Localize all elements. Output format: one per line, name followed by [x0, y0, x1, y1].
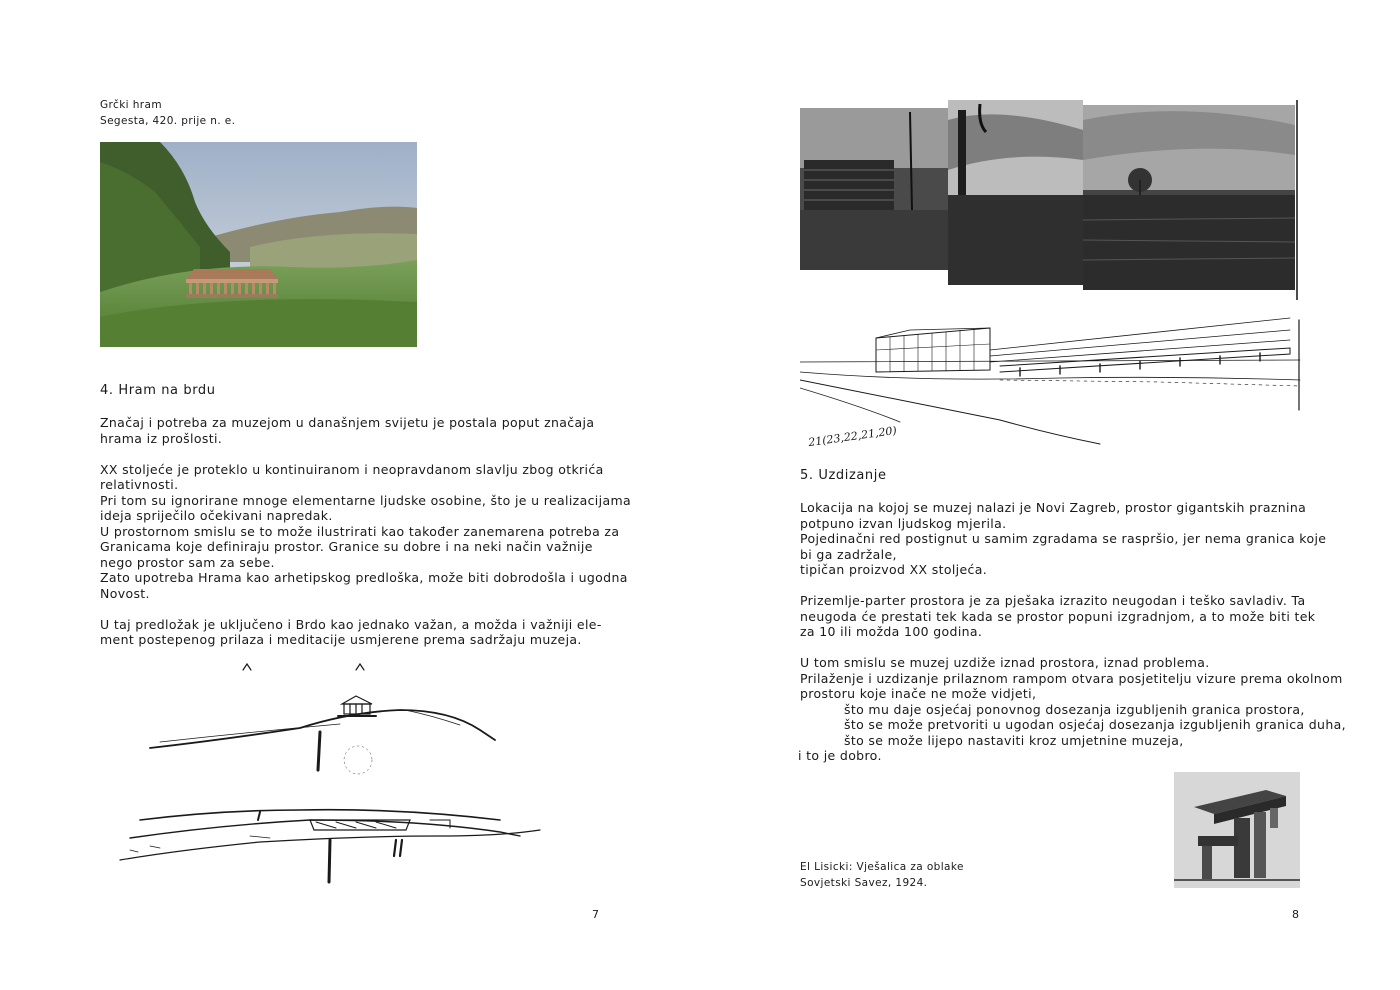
hill-temple-sketch — [100, 660, 580, 890]
cloud-iron-photo — [1174, 772, 1300, 888]
paragraph — [800, 500, 1327, 578]
right-page — [700, 0, 1400, 990]
text-line: U prostornom smislu se to može ilustrirati kao također zanemarena potreba za — [100, 523, 620, 539]
text-line: XX stoljeće je proteklo u kontinuiranom i neopravdanom slavlju zbog otkrića — [100, 461, 604, 477]
section-body — [100, 415, 632, 648]
lissitzky-photo-caption — [800, 859, 964, 891]
text-line: i to je dobro. — [798, 748, 882, 763]
paragraph — [100, 415, 595, 446]
temple-photo-caption — [100, 97, 235, 129]
text-line: što se može pretvoriti u ugodan osjećaj dosezanja izgubljenih granica duha, — [844, 717, 1346, 732]
caption-line: El Lisicki: Vješalica za oblake — [800, 861, 964, 873]
text-line: U taj predložak je uključeno i Brdo kao jednako važan, a možda i važniji ele- — [100, 616, 602, 632]
section-heading: 4. Hram na brdu — [100, 383, 216, 398]
caption-line: Segesta, 420. prije n. e. — [100, 115, 236, 127]
text-line: za 10 ili možda 100 godina. — [800, 624, 983, 639]
paragraph — [100, 616, 602, 648]
text-line: Zato upotreba Hrama kao arhetipskog predloška, može biti dobrodošla i ugodna — [100, 570, 628, 585]
caption-line: Sovjetski Savez, 1924. — [800, 877, 928, 889]
collage-panel — [948, 100, 1083, 285]
paragraph — [100, 461, 632, 602]
paragraph — [798, 655, 1346, 764]
text-line: potpuno izvan ljudskog mjerila. — [800, 515, 1007, 531]
text-line: Značaj i potreba za muzejom u današnjem svijetu je postala poput značaja — [100, 415, 595, 430]
text-line: Lokacija na kojoj se muzej nalazi je Novi Zagreb, prostor gigantskih praznina — [800, 500, 1307, 515]
page-number: 8 — [1292, 908, 1299, 921]
text-line: U tom smislu se muzej uzdiže iznad prostora, iznad problema. — [800, 655, 1210, 670]
text-line: što mu daje osjećaj ponovnog dosezanja izgubljenih granica prostora, — [844, 701, 1305, 717]
text-line: Pri tom su ignorirane mnoge elementarne ljudske osobine, što je u realizacijama — [100, 492, 632, 508]
segesta-temple-photo — [100, 142, 417, 347]
handwritten-annotation: 21(23,22,21,20) — [807, 423, 898, 450]
text-line: bi ga zadržale, — [800, 546, 897, 562]
text-line: ideja spriječilo očekivani napredak. — [100, 508, 333, 523]
text-line: Novost. — [100, 585, 150, 601]
collage-panel — [800, 108, 948, 270]
section-body — [798, 500, 1346, 764]
text-line: hrama iz prošlosti. — [100, 430, 223, 446]
text-line: relativnosti. — [100, 477, 179, 492]
text-line: Prizemlje-parter prostora je za pješaka izrazito neugodan i teško savladiv. Ta — [800, 593, 1306, 608]
text-line: nego prostor sam za sebe. — [100, 554, 275, 570]
sketch-temple-icon — [338, 696, 376, 716]
text-line: Prilaženje i uzdizanje prilaznom rampom otvara posjetitelju vizure prema okolnom — [800, 670, 1343, 686]
text-line: tipičan proizvod XX stoljeća. — [800, 562, 988, 577]
paragraph — [800, 593, 1316, 640]
collage-panel — [1083, 105, 1295, 290]
section-heading: 5. Uzdizanje — [800, 468, 887, 483]
text-line: ment postepenog prilaza i meditacije usmjerene prema sadržaju muzeja. — [100, 632, 582, 647]
text-line: što se može lijepo nastaviti kroz umjetnine muzeja, — [844, 732, 1184, 748]
text-line: Granicama koje definiraju prostor. Granice su dobre i na neki način važnije — [100, 539, 593, 554]
page-number: 7 — [592, 908, 599, 921]
text-line: neugoda će prestati tek kada se prostor popuni izgradnjom, a to može biti tek — [800, 608, 1316, 624]
caption-line: Grčki hram — [100, 99, 162, 111]
text-line: Pojedinačni red postignut u samim zgradama se raspršio, jer nema granica koje — [800, 531, 1327, 546]
novi-zagreb-photo-collage — [800, 100, 1300, 300]
text-line: prostoru koje inače ne može vidjeti, — [800, 686, 1037, 701]
